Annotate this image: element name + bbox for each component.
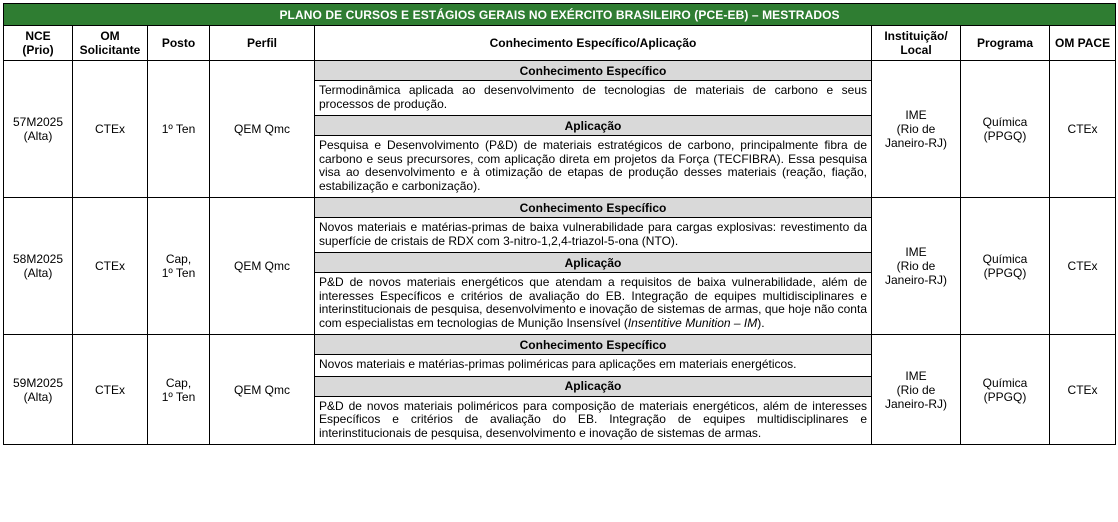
aplicacao-text: Pesquisa e Desenvolvimento (P&D) de materiais estratégicos de carbono, principalmente fibra de carbono e seus precursores, com aplicação direta em projetos da Força (TECFIBRA). Essa pesquisa visa ao desenvolvimento e à otimização de etapas de produção desses materiais (reação, fiação, estabilização e carbonização). bbox=[319, 138, 867, 193]
table-row bbox=[4, 335, 1116, 445]
aplicacao-text: P&D de novos materiais energéticos que atendam a requisitos de baixa vulnerabilidade, além de interesses Específicos e critérios de avaliação do EB. Integração de equipes multidisciplinares e interinstitucionais de pesquisa, desenvolvimento e inovação de sistemas de armas, que hoje não conta com especialistas em tecnologias de Munição Insensível (Insentitive Munition – IM). bbox=[319, 275, 867, 330]
table-title: PLANO DE CURSOS E ESTÁGIOS GERAIS NO EXÉRCITO BRASILEIRO (PCE-EB) – MESTRADOS bbox=[4, 4, 1116, 26]
cell-om-pace: CTEx bbox=[1050, 335, 1116, 445]
section-header-aplicacao: Aplicação bbox=[315, 376, 871, 396]
cell-om-solicitante: CTEx bbox=[73, 61, 148, 198]
header-om-pace: OM PACE bbox=[1050, 26, 1116, 61]
cell-om-pace: CTEx bbox=[1050, 61, 1116, 198]
cell-nce: 59M2025 (Alta) bbox=[4, 335, 73, 445]
document-page bbox=[3, 3, 1115, 445]
header-row bbox=[4, 26, 1116, 61]
header-om-solicitante: OM Solicitante bbox=[73, 26, 148, 61]
section-header-conhecimento: Conhecimento Específico bbox=[315, 61, 871, 81]
cell-instituicao: IME (Rio de Janeiro-RJ) bbox=[872, 198, 961, 335]
section-header-aplicacao: Aplicação bbox=[315, 253, 871, 273]
cell-conhecimento-aplicacao bbox=[315, 61, 872, 198]
cell-instituicao: IME (Rio de Janeiro-RJ) bbox=[872, 61, 961, 198]
cell-om-solicitante: CTEx bbox=[73, 335, 148, 445]
conhecimento-text: Novos materiais e matérias-primas poliméricas para aplicações em materiais energéticos. bbox=[315, 355, 871, 377]
header-posto: Posto bbox=[148, 26, 210, 61]
section-header-conhecimento: Conhecimento Específico bbox=[315, 335, 871, 355]
cell-om-solicitante: CTEx bbox=[73, 198, 148, 335]
cell-posto: 1º Ten bbox=[148, 61, 210, 198]
cell-programa: Química (PPGQ) bbox=[961, 198, 1050, 335]
cell-programa: Química (PPGQ) bbox=[961, 61, 1050, 198]
cell-programa: Química (PPGQ) bbox=[961, 335, 1050, 445]
cell-posto: Cap, 1º Ten bbox=[148, 335, 210, 445]
cell-perfil: QEM Qmc bbox=[210, 61, 315, 198]
courses-table bbox=[3, 3, 1116, 445]
cell-posto: Cap, 1º Ten bbox=[148, 198, 210, 335]
cell-nce: 57M2025 (Alta) bbox=[4, 61, 73, 198]
table-row bbox=[4, 198, 1116, 335]
section-header-aplicacao: Aplicação bbox=[315, 116, 871, 136]
header-instituicao-local: Instituição/ Local bbox=[872, 26, 961, 61]
cell-instituicao: IME (Rio de Janeiro-RJ) bbox=[872, 335, 961, 445]
header-perfil: Perfil bbox=[210, 26, 315, 61]
header-nce: NCE (Prio) bbox=[4, 26, 73, 61]
cell-perfil: QEM Qmc bbox=[210, 335, 315, 445]
header-conhecimento-aplicacao: Conhecimento Específico/Aplicação bbox=[315, 26, 872, 61]
conhecimento-text: Termodinâmica aplicada ao desenvolvimento de tecnologias de materiais de carbono e seus processos de produção. bbox=[315, 81, 871, 116]
table-row bbox=[4, 61, 1116, 198]
cell-perfil: QEM Qmc bbox=[210, 198, 315, 335]
aplicacao-italic-term: Insentitive Munition – IM bbox=[627, 315, 758, 330]
cell-conhecimento-aplicacao bbox=[315, 335, 872, 445]
aplicacao-text: P&D de novos materiais poliméricos para composição de materiais energéticos, além de interesses Específicos e critérios de avaliação do EB. Integração de equipes multidisciplinares e interinstitucionais de pesquisa, desenvolvimento e inovação de sistemas de armas. bbox=[319, 398, 867, 440]
conhecimento-text: Novos materiais e matérias-primas de baixa vulnerabilidade para cargas explosivas: revestimento da superfície de cristais de RDX com 3-nitro-1,2,4-triazol-5-ona (NTO). bbox=[315, 218, 871, 253]
header-programa: Programa bbox=[961, 26, 1050, 61]
cell-conhecimento-aplicacao bbox=[315, 198, 872, 335]
cell-om-pace: CTEx bbox=[1050, 198, 1116, 335]
section-header-conhecimento: Conhecimento Específico bbox=[315, 198, 871, 218]
cell-nce: 58M2025 (Alta) bbox=[4, 198, 73, 335]
